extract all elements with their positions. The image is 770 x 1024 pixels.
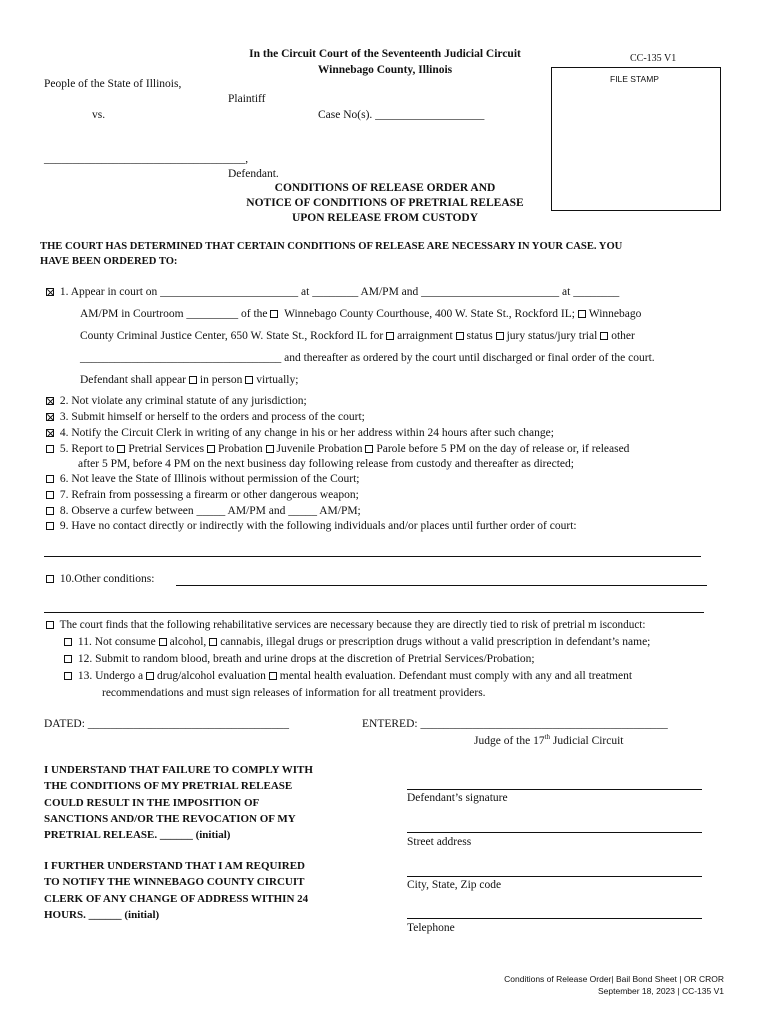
item-11-checkbox[interactable] [64, 638, 72, 646]
title-line2: NOTICE OF CONDITIONS OF PRETRIAL RELEASE [246, 197, 524, 209]
parole-text: Parole before 5 PM on the day of release or, if released [376, 443, 630, 455]
jury-checkbox[interactable] [496, 332, 504, 340]
juvenile-probation-checkbox[interactable] [266, 445, 274, 453]
entered-field[interactable]: ENTERED: ___________________________________________ [362, 718, 668, 730]
file-stamp-label: FILE STAMP [610, 74, 659, 84]
item-8-row [46, 505, 361, 517]
item-7-checkbox[interactable] [46, 491, 54, 499]
item-5-continued: after 5 PM, before 4 PM on the next business day following release from custody and thereafter as directed; [78, 458, 574, 470]
item-1-row5 [80, 374, 298, 386]
intro-line1: THE COURT HAS DETERMINED THAT CERTAIN CONDITIONS OF RELEASE ARE NECESSARY IN YOUR CASE. YOU [40, 241, 623, 252]
ack2-initial[interactable]: HOURS. ______ (initial) [44, 908, 160, 921]
jury-text: jury status/jury trial [506, 330, 598, 342]
ack1-line: SANCTIONS AND/OR THE REVOCATION OF MY [44, 812, 296, 825]
court-name: In the Circuit Court of the Seventeenth Judicial Circuit [249, 48, 521, 60]
arraignment-text: arraignment [397, 330, 453, 342]
courtroom-text: AM/PM in Courtroom _________ of the [80, 308, 268, 320]
ack2-line: TO NOTIFY THE WINNEBAGO COUNTY CIRCUIT [44, 876, 305, 889]
acknowledge-2 [44, 858, 308, 923]
people-label: People of the State of Illinois, [44, 78, 182, 90]
item-13-checkbox[interactable] [64, 672, 72, 680]
item-13-text: 13. Undergo a [77, 670, 144, 682]
cjc-address-text: County Criminal Justice Center, 650 W. State St., Rockford IL for [80, 330, 384, 342]
arraignment-checkbox[interactable] [386, 332, 394, 340]
item-5-text: 5. Report to [59, 443, 115, 455]
ack2-line: CLERK OF ANY CHANGE OF ADDRESS WITHIN 24 [44, 892, 309, 905]
ack1-initial[interactable]: PRETRIAL RELEASE. ______ (initial) [44, 829, 231, 842]
item-11-text: 11. Not consume [77, 636, 156, 648]
item-1-checkbox[interactable] [46, 288, 54, 296]
cannabis-text: cannabis, illegal drugs or prescription drugs without a valid prescription in defendant’s name; [220, 636, 651, 648]
item-10-row [46, 573, 154, 585]
vs-label: vs. [92, 109, 106, 121]
ack1-line: I UNDERSTAND THAT FAILURE TO COMPLY WITH [44, 764, 313, 776]
item-1-appear: 1. Appear in court on ________________________ at ________ AM/PM and ________________________ at ________ [59, 286, 620, 298]
alcohol-text: alcohol, [169, 636, 207, 648]
other-conditions-line2[interactable] [44, 612, 704, 613]
mental-health-text: mental health evaluation. Defendant must comply with any and all treatment [279, 670, 633, 682]
item-6-text: 6. Not leave the State of Illinois without permission of the Court; [59, 473, 360, 485]
item-3-row [46, 411, 365, 423]
other-conditions-line[interactable] [176, 585, 707, 586]
courthouse-checkbox[interactable] [270, 310, 278, 318]
item-4-checkbox[interactable] [46, 429, 54, 437]
item-9-row [46, 520, 577, 532]
form-id: CC-135 V1 [630, 53, 677, 64]
parole-checkbox[interactable] [365, 445, 373, 453]
item-10-checkbox[interactable] [46, 575, 54, 583]
acknowledge-1 [44, 762, 313, 843]
item-1-row4: ___________________________________ and thereafter as ordered by the court until discharged or final order of the court. [80, 352, 655, 364]
mental-health-checkbox[interactable] [269, 672, 277, 680]
item-1-row2 [80, 308, 641, 320]
title-line1: CONDITIONS OF RELEASE ORDER AND [274, 182, 496, 194]
county-name: Winnebago County, Illinois [317, 64, 453, 76]
dated-field[interactable]: DATED: ___________________________________ [44, 718, 290, 730]
probation-checkbox[interactable] [207, 445, 215, 453]
item-4-row [46, 427, 554, 439]
street-label: Street address [407, 836, 472, 848]
intro-line2: HAVE BEEN ORDERED TO: [40, 256, 178, 267]
file-stamp-box [551, 67, 721, 211]
footer-line1: Conditions of Release Order| Bail Bond Sheet | OR CROR [504, 974, 724, 984]
item-12-checkbox[interactable] [64, 655, 72, 663]
street-line[interactable] [407, 832, 702, 833]
cjc-checkbox[interactable] [578, 310, 586, 318]
item-12-text: 12. Submit to random blood, breath and urine drops at the discretion of Pretrial Services/Probation; [77, 653, 535, 665]
judge-sup: th [544, 733, 551, 741]
judge-text: Judge of the 17 [474, 734, 545, 747]
findings-checkbox[interactable] [46, 621, 54, 629]
item-5-checkbox[interactable] [46, 445, 54, 453]
item-8-text: 8. Observe a curfew between _____ AM/PM and _____ AM/PM; [59, 505, 361, 517]
telephone-line[interactable] [407, 918, 702, 919]
status-text: status [466, 330, 493, 342]
virtually-checkbox[interactable] [245, 376, 253, 384]
item-2-checkbox[interactable] [46, 397, 54, 405]
signature-line[interactable] [407, 789, 702, 790]
drug-eval-text: drug/alcohol evaluation [157, 670, 266, 682]
footer-line2: September 18, 2023 | CC-135 V1 [597, 986, 724, 996]
city-line[interactable] [407, 876, 702, 877]
item-9-checkbox[interactable] [46, 522, 54, 530]
courthouse-text: Winnebago County Courthouse, 400 W. State St., Rockford IL; [284, 308, 575, 320]
item-13-row [64, 670, 632, 682]
in-person-checkbox[interactable] [189, 376, 197, 384]
item-7-text: 7. Refrain from possessing a firearm or other dangerous weapon; [59, 489, 359, 501]
item-1-row [46, 286, 619, 298]
appear-text: Defendant shall appear [80, 374, 187, 386]
title-line3: UPON RELEASE FROM CUSTODY [291, 212, 479, 224]
judge-label [474, 733, 624, 747]
city-label: City, State, Zip code [407, 879, 502, 891]
signature-label: Defendant’s signature [407, 792, 508, 804]
virtually-text: virtually; [256, 374, 299, 386]
item-5-row [46, 443, 629, 455]
drug-eval-checkbox[interactable] [146, 672, 154, 680]
item-7-row [46, 489, 359, 501]
item-11-row [64, 636, 650, 648]
findings-text: The court finds that the following rehabilitative services are necessary because they are directly tied to risk of pretrial m isconduct: [59, 619, 646, 631]
item-6-checkbox[interactable] [46, 475, 54, 483]
item-3-checkbox[interactable] [46, 413, 54, 421]
item-3-text: 3. Submit himself or herself to the orders and process of the court; [59, 411, 365, 423]
item-9-text: 9. Have no contact directly or indirectly with the following individuals and/or places until further order of court: [59, 520, 577, 532]
other-checkbox[interactable] [600, 332, 608, 340]
item-4-text: 4. Notify the Circuit Clerk in writing of any change in his or her address within 24 hours after such change; [59, 427, 554, 439]
item-2-row [46, 395, 307, 407]
ack1-line: COULD RESULT IN THE IMPOSITION OF [44, 796, 260, 809]
defendant-name-field[interactable]: ___________________________________, [44, 153, 249, 165]
status-checkbox[interactable] [456, 332, 464, 340]
no-contact-line[interactable] [44, 556, 701, 557]
alcohol-checkbox[interactable] [159, 638, 167, 646]
pretrial-services-checkbox[interactable] [117, 445, 125, 453]
juvenile-probation-text: Juvenile Probation [276, 443, 363, 455]
item-8-checkbox[interactable] [46, 507, 54, 515]
case-number-field[interactable]: Case No(s). ___________________ [318, 109, 485, 121]
defendant-label: Defendant. [228, 168, 279, 180]
item-1-row3 [80, 330, 635, 342]
in-person-text: in person [199, 374, 243, 386]
pretrial-services-text: Pretrial Services [128, 443, 205, 455]
ack1-line: THE CONDITIONS OF MY PRETRIAL RELEASE [44, 780, 293, 793]
telephone-label: Telephone [407, 922, 455, 934]
item-12-row [64, 653, 535, 665]
plaintiff-label: Plaintiff [228, 93, 266, 105]
item-13-continued: recommendations and must sign releases of information for all treatment providers. [102, 687, 486, 699]
findings-row [46, 619, 646, 631]
cjc-text: Winnebago [588, 308, 642, 320]
probation-text: Probation [217, 443, 263, 455]
item-6-row [46, 473, 359, 485]
item-10-text: 10.Other conditions: [59, 573, 155, 585]
item-2-text: 2. Not violate any criminal statute of any jurisdiction; [59, 395, 307, 407]
judge-text-end: Judicial Circuit [550, 734, 624, 747]
ack2-line: I FURTHER UNDERSTAND THAT I AM REQUIRED [44, 860, 306, 872]
other-text: other [611, 330, 635, 342]
cannabis-checkbox[interactable] [209, 638, 217, 646]
